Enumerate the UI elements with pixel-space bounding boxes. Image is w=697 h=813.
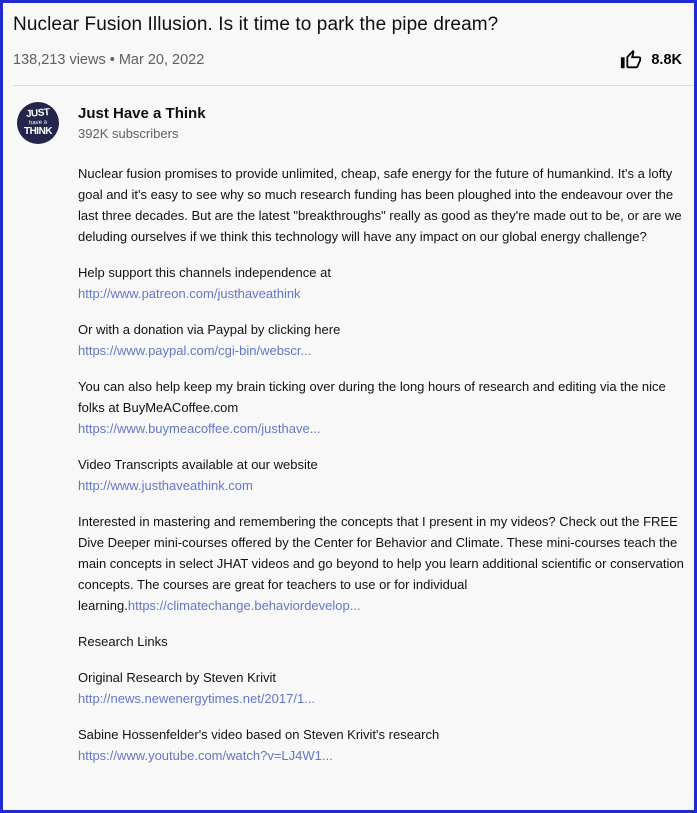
subscriber-count: 392K subscribers: [78, 126, 179, 141]
description-link[interactable]: https://climatechange.behaviordevelop...: [127, 598, 361, 613]
channel-info: [78, 102, 206, 141]
views-and-date: 138,213 views • Mar 20, 2022: [13, 52, 205, 68]
description-paragraph: [78, 631, 692, 652]
video-title: Nuclear Fusion Illusion. Is it time to park the pipe dream?: [13, 14, 499, 35]
description-paragraph: [78, 667, 692, 709]
description-text: Original Research by Steven Krivit: [78, 670, 276, 685]
description-paragraph: [78, 724, 692, 766]
avatar-text-line: JUST: [25, 106, 51, 121]
description-text: Interested in mastering and remembering the concepts that I present in my videos? Check out the FREE Dive Deeper mini-courses offered by the Center for Behavior and Climate. These mini-courses teach the main concepts in select JHAT videos and go beyond to help you learn additional scientific or conservation concepts. The courses are great for teachers to use or for individual learning.: [78, 514, 684, 613]
video-meta-row: [13, 49, 682, 71]
description-paragraph: [78, 163, 692, 247]
description-link[interactable]: https://www.paypal.com/cgi-bin/webscr...: [78, 343, 312, 358]
header-divider: [13, 85, 694, 86]
description-text: Nuclear fusion promises to provide unlimited, cheap, safe energy for the future of humankind. It's a lofty goal and it's easy to see why so much research funding has been ploughed into the endeavour over the last three decades. But are the latest "breakthroughs" really as good as they're made out to be, or are we deluding ourselves if we think this technology will have any impact on our global energy challenge?: [78, 166, 682, 244]
description-text: Research Links: [78, 634, 168, 649]
description-paragraph: [78, 319, 692, 361]
description-text: Help support this channels independence at: [78, 265, 331, 280]
like-count: 8.8K: [651, 52, 682, 68]
like-button[interactable]: [620, 49, 682, 71]
description-text: Video Transcripts available at our website: [78, 457, 318, 472]
channel-name[interactable]: Just Have a Think: [78, 105, 206, 122]
avatar-text-line: have a: [28, 119, 48, 127]
channel-avatar[interactable]: [17, 102, 59, 144]
description-text: Or with a donation via Paypal by clicking here: [78, 322, 341, 337]
description-paragraph: [78, 454, 692, 496]
description-paragraph: [78, 511, 692, 616]
description-body: [78, 163, 692, 766]
description-link[interactable]: https://www.buymeacoffee.com/justhave...: [78, 421, 321, 436]
avatar-text-line: THINK: [23, 126, 53, 137]
description-link[interactable]: http://www.patreon.com/justhaveathink: [78, 286, 301, 301]
video-header: [3, 3, 694, 71]
description-link[interactable]: http://www.justhaveathink.com: [78, 478, 253, 493]
description-text: Sabine Hossenfelder's video based on Steven Krivit's research: [78, 727, 440, 742]
channel-row: [17, 102, 694, 144]
description-link[interactable]: http://news.newenergytimes.net/2017/1...: [78, 691, 316, 706]
description-text: You can also help keep my brain ticking over during the long hours of research and editing via the nice folks at BuyMeACoffee.com: [78, 379, 666, 415]
description-paragraph: [78, 376, 692, 439]
thumbs-up-icon: [620, 49, 642, 71]
description-paragraph: [78, 262, 692, 304]
description-link[interactable]: https://www.youtube.com/watch?v=LJ4W1...: [78, 748, 333, 763]
